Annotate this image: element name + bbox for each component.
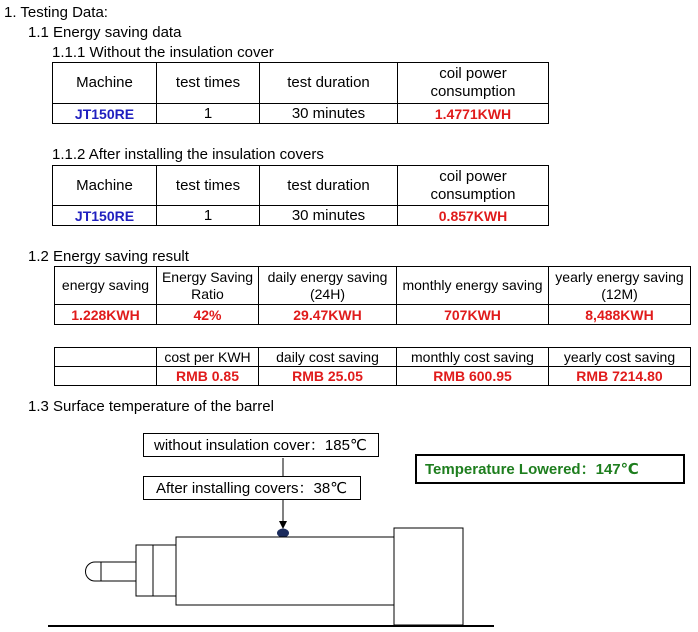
heading-energy-saving-data: 1.1 Energy saving data xyxy=(28,24,182,41)
cell-daily-saving: 29.47KWH xyxy=(259,305,397,325)
cell-monthly-cost: RMB 600.95 xyxy=(397,367,549,386)
header-monthly-saving: monthly energy saving xyxy=(397,267,549,305)
barrel-body xyxy=(176,537,394,605)
header-yearly-saving: yearly energy saving (12M) xyxy=(549,267,691,305)
cell-coil-power: 1.4771KWH xyxy=(398,104,549,124)
cell-energy-saving: 1.228KWH xyxy=(55,305,157,325)
header-daily-saving: daily energy saving (24H) xyxy=(259,267,397,305)
cell-test-times: 1 xyxy=(157,104,260,124)
heading-after-covers: 1.1.2 After installing the insulation covers xyxy=(52,146,324,163)
without-cover-label: without insulation cover：185℃ xyxy=(143,433,379,457)
sensor-dot-icon xyxy=(277,529,289,538)
cell-yearly-saving: 8,488KWH xyxy=(549,305,691,325)
heading-testing-data: 1. Testing Data: xyxy=(4,4,108,21)
nozzle xyxy=(86,562,137,581)
cell-daily-cost: RMB 25.05 xyxy=(259,367,397,386)
header-monthly-cost: monthly cost saving xyxy=(397,348,549,367)
heading-surface-temperature: 1.3 Surface temperature of the barrel xyxy=(28,398,274,415)
header-energy-saving: energy saving xyxy=(55,267,157,305)
header-coil-power: coil power consumption xyxy=(398,166,549,206)
cell-cost-per-kwh: RMB 0.85 xyxy=(157,367,259,386)
after-cover-label: After installing covers：38℃ xyxy=(143,476,361,500)
header-test-times: test times xyxy=(157,63,260,104)
temperature-lowered-label: Temperature Lowered：147℃ xyxy=(415,454,685,484)
header-coil-power: coil power consumption xyxy=(398,63,549,104)
header-test-times: test times xyxy=(157,166,260,206)
cell-test-duration: 30 minutes xyxy=(260,104,398,124)
heading-energy-saving-result: 1.2 Energy saving result xyxy=(28,248,189,265)
cell-yearly-cost: RMB 7214.80 xyxy=(549,367,691,386)
cell-saving-ratio: 42% xyxy=(157,305,259,325)
cell-machine: JT150RE xyxy=(53,104,157,124)
header-test-duration: test duration xyxy=(260,63,398,104)
header-machine: Machine xyxy=(53,63,157,104)
cell-coil-power: 0.857KWH xyxy=(398,206,549,226)
header-cost-per-kwh: cost per KWH xyxy=(157,348,259,367)
header-saving-ratio: Energy Saving Ratio xyxy=(157,267,259,305)
header-daily-cost: daily cost saving xyxy=(259,348,397,367)
barrel-flange xyxy=(136,545,176,596)
cell-test-times: 1 xyxy=(157,206,260,226)
arrow-icon xyxy=(279,521,287,529)
cell-monthly-saving: 707KWH xyxy=(397,305,549,325)
barrel-end-block xyxy=(394,528,463,625)
header-test-duration: test duration xyxy=(260,166,398,206)
heading-without-cover: 1.1.1 Without the insulation cover xyxy=(52,44,274,61)
header-yearly-cost: yearly cost saving xyxy=(549,348,691,367)
cell-test-duration: 30 minutes xyxy=(260,206,398,226)
cell-machine: JT150RE xyxy=(53,206,157,226)
header-machine: Machine xyxy=(53,166,157,206)
